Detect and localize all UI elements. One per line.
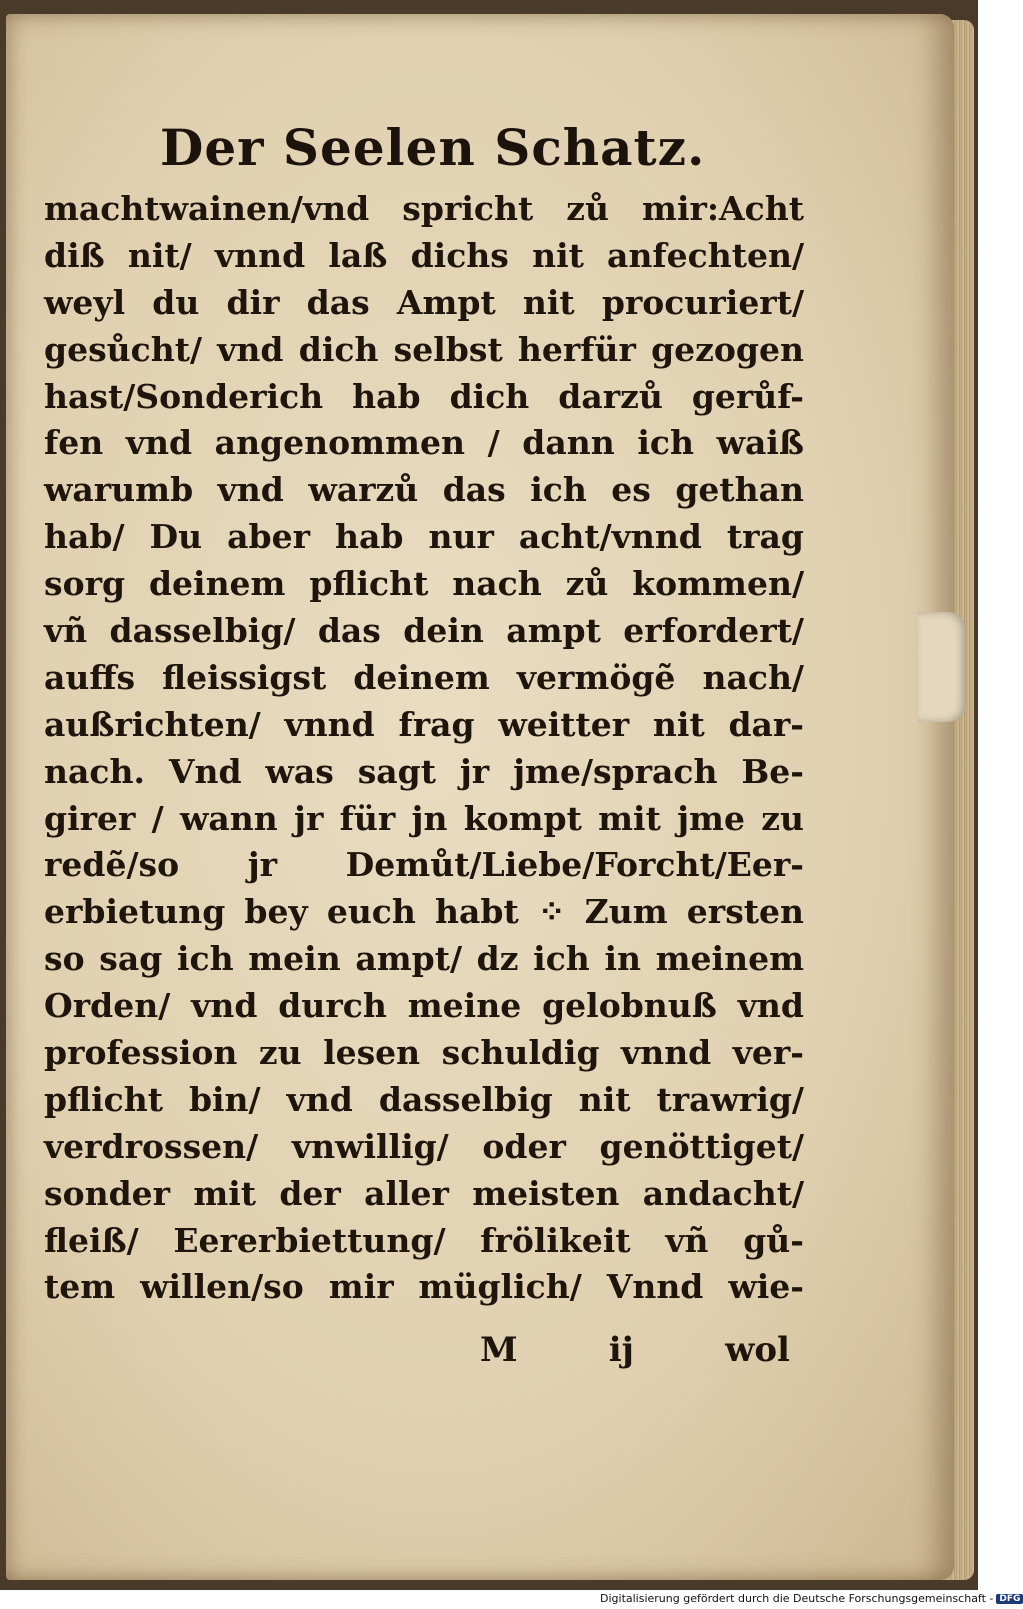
page-tab-marker [918, 612, 966, 722]
text-line: hab/ Du aber hab nur acht/vnnd trag [44, 517, 804, 557]
text-line: erbietung bey euch habt ⁘ Zum ersten [44, 892, 804, 932]
text-line: machtwainen/vnd spricht zů mir:Acht [44, 189, 804, 228]
text-line: so sag ich mein ampt/ dz ich in meinem [44, 939, 804, 979]
text-line: vñ dasselbig/ das dein ampt erfordert/ [44, 611, 804, 651]
footer-credit: Digitalisierung gefördert durch die Deutsche Forschungsgemeinschaft - [600, 1592, 994, 1605]
text-line: außrichten/ vnnd frag weitter nit dar- [44, 704, 804, 744]
text-line: diß nit/ vnnd laß dichs nit anfechten/ [44, 235, 804, 275]
text-line: gesůcht/ vnd dich selbst herfür gezogen [44, 329, 804, 369]
text-line: sonder mit der aller meisten andacht/ [44, 1173, 804, 1213]
text-line: verdrossen/ vnwillig/ oder genöttiget/ [44, 1126, 804, 1166]
signature-line [480, 1330, 790, 1370]
dfg-logo: DFG [996, 1594, 1023, 1604]
signature-mark: M [480, 1330, 518, 1370]
text-line: Orden/ vnd durch meine gelobnuß vnd [44, 986, 804, 1026]
text-line: redẽ/so jr Demůt/Liebe/Forcht/Eer- [44, 845, 804, 885]
text-line: sorg deinem pflicht nach zů kommen/ [44, 564, 804, 604]
text-line: fleiß/ Eererbiettung/ frölikeit vñ gů- [44, 1220, 804, 1260]
text-line: auffs fleissigst deinem vermögẽ nach/ [44, 657, 804, 697]
text-line: warumb vnd warzů das ich es gethan [44, 470, 804, 510]
body-text [44, 186, 804, 1311]
text-line: weyl du dir das Ampt nit procuriert/ [44, 282, 804, 322]
text-line: fen vnd angenommen / dann ich waiß [44, 423, 804, 463]
digitization-footer [600, 1592, 1023, 1605]
catchword: wol [725, 1330, 790, 1370]
text-line: tem willen/so mir müglich/ Vnnd wie- [44, 1267, 804, 1307]
text-line: profession zu lesen schuldig vnnd ver- [44, 1033, 804, 1073]
text-line: girer / wann jr für jn kompt mit jme zu [44, 798, 804, 838]
text-line: nach. Vnd was sagt jr jme/sprach Be- [44, 751, 804, 791]
running-head: Der Seelen Schatz. [160, 118, 706, 177]
text-line: hast/Sonderich hab dich darzů gerůf- [44, 376, 804, 416]
signature-leaf: ij [608, 1330, 634, 1370]
text-line: pflicht bin/ vnd dasselbig nit trawrig/ [44, 1079, 804, 1119]
